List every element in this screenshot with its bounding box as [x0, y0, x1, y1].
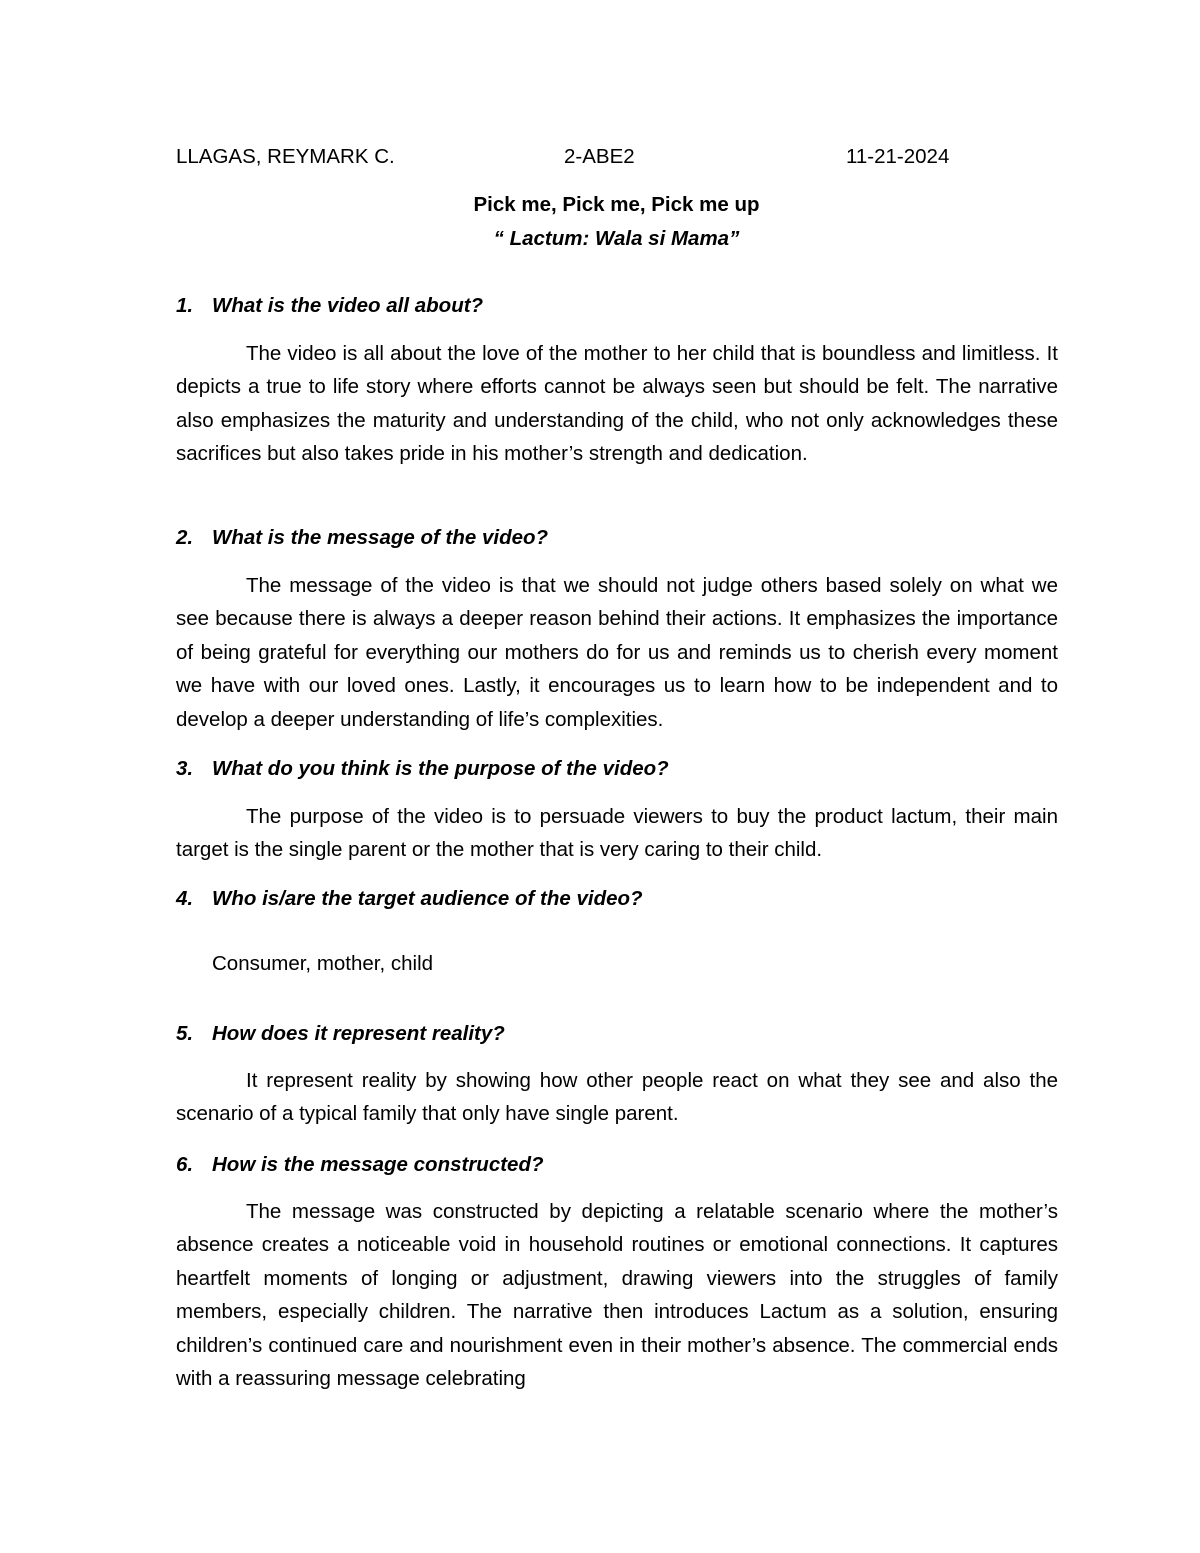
- question-2: [176, 526, 548, 550]
- question-text: How does it represent reality?: [212, 1022, 505, 1045]
- question-number: 4.: [176, 887, 194, 910]
- question-text: How is the message constructed?: [212, 1153, 544, 1176]
- question-text: What is the video all about?: [212, 294, 484, 317]
- answer-2: The message of the video is that we should not judge others based solely on what we see because there is always a deeper reason behind their actions. It emphasizes the importance of being grateful for everything our mothers do for us and reminds us to cherish every moment we have with our loved ones. Lastly, it encourages us to learn how to be independent and to develop a deeper understanding of life’s complexities.: [176, 574, 1058, 731]
- question-number: 2.: [176, 526, 194, 549]
- document-date: 11-21-2024: [846, 145, 950, 168]
- question-number: 3.: [176, 757, 194, 780]
- student-section: 2-ABE2: [564, 145, 635, 168]
- question-3: [176, 757, 669, 781]
- document-subtitle: “ Lactum: Wala si Mama”: [493, 227, 740, 250]
- question-number: 1.: [176, 294, 194, 317]
- question-6: [176, 1153, 544, 1177]
- question-5: [176, 1022, 505, 1046]
- question-text: Who is/are the target audience of the video?: [212, 887, 643, 910]
- question-4: [176, 887, 643, 911]
- answer-3: The purpose of the video is to persuade viewers to buy the product lactum, their main target is the single parent or the mother that is very caring to their child.: [176, 805, 1058, 862]
- question-number: 6.: [176, 1153, 194, 1176]
- answer-4: Consumer, mother, child: [212, 952, 434, 975]
- answer-6: The message was constructed by depicting a relatable scenario where the mother’s absence creates a noticeable void in household routines or emotional connections. It captures heartfelt moments of longing or adjustment, drawing viewers into the struggles of family members, especially children. The narrative then introduces Lactum as a solution, ensuring children’s continued care and nourishment even in their mother’s absence. The commercial ends with a reassuring message celebrating: [176, 1200, 1058, 1391]
- question-text: What is the message of the video?: [212, 526, 549, 549]
- answer-1: The video is all about the love of the mother to her child that is boundless and limitless. It depicts a true to life story where efforts cannot be always seen but should be felt. The narrative also emphasizes the maturity and understanding of the child, who not only acknowledges these sacrifices but also takes pride in his mother’s strength and dedication.: [176, 342, 1058, 466]
- document-header: [176, 145, 976, 171]
- question-1: [176, 294, 483, 318]
- document-title: Pick me, Pick me, Pick me up: [473, 193, 760, 216]
- student-name: LLAGAS, REYMARK C.: [176, 145, 395, 168]
- answer-5: It represent reality by showing how other people react on what they see and also the scenario of a typical family that only have single parent.: [176, 1069, 1058, 1126]
- question-number: 5.: [176, 1022, 194, 1045]
- question-text: What do you think is the purpose of the video?: [212, 757, 669, 780]
